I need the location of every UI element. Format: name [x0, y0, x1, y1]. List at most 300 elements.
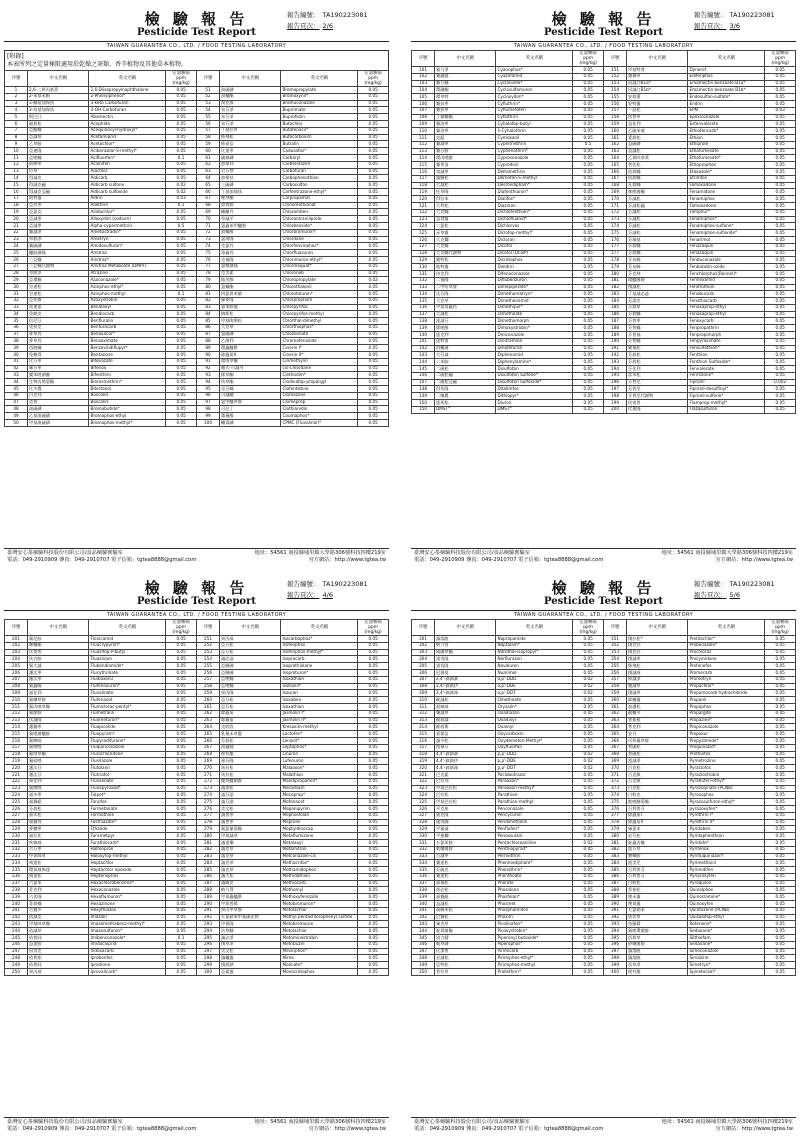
table-cell: Fenamiphos-sulfoxide* [688, 230, 765, 237]
table-cell: 210 [5, 697, 28, 704]
table-cell: 0.05 [166, 717, 197, 724]
table-cell: 111 [412, 134, 435, 141]
footer-company: 臺灣安心茶檢驗科技股份有限公司/食品檢驗實驗室 [414, 550, 530, 556]
table-cell: 克收欣 [220, 724, 281, 731]
table-cell: 0.05 [358, 697, 389, 704]
table-row [412, 284, 796, 291]
table-cell: 禾草靈 [435, 230, 496, 237]
table-cell: 0.05 [573, 860, 604, 867]
table-cell: Benzovindiflupyr* [89, 345, 166, 352]
table-cell: 0.05 [166, 649, 197, 656]
table-cell: Malathion [281, 771, 358, 778]
table-row [412, 683, 796, 690]
table-cell: Lenacil* [281, 737, 358, 744]
table-cell: 扶吉胺 [28, 656, 89, 663]
table-cell: 0.05 [573, 717, 604, 724]
table-cell: 0.05 [358, 134, 389, 141]
report-title-en: Pesticide Test Report [137, 27, 256, 38]
table-cell: 0.05 [166, 656, 197, 663]
table-cell: 0.05 [166, 93, 197, 100]
table-cell: 42 [5, 365, 28, 372]
table-cell: Ametryn [89, 236, 166, 243]
table-cell: 395 [603, 935, 626, 942]
table-cell: 滅蟻靈 [220, 955, 281, 962]
column-header: 定量極限 ppm (mg/kg) [358, 71, 389, 87]
table-cell: 0.05 [358, 642, 389, 649]
table-cell: Paclobutrazol [496, 771, 573, 778]
table-cell: Formetanate [89, 805, 166, 812]
table-cell: 222 [5, 778, 28, 785]
table-cell: 354 [603, 656, 626, 663]
table-cell: 87 [196, 331, 219, 338]
table-cell: Prothiofos [688, 751, 765, 758]
table-cell: 268 [196, 751, 219, 758]
table-cell: Spinetoram* [688, 969, 765, 976]
table-cell: 0.05 [166, 379, 197, 386]
table-cell: 異丙威 [28, 969, 89, 976]
table-cell: 0.05 [765, 880, 796, 887]
table-cell: 撲克拉 [627, 649, 688, 656]
table-cell: 免賴得 [28, 352, 89, 359]
table-row [412, 216, 796, 223]
table-cell: Fenhexamid [688, 277, 765, 284]
column-header: 序號 [412, 51, 435, 67]
table-cell: 231 [5, 839, 28, 846]
table-cell: Chlordane [281, 236, 358, 243]
table-cell: 6 [5, 120, 28, 127]
table-cell: 0.05 [765, 873, 796, 880]
table-cell: 135 [412, 298, 435, 305]
table-cell: o,p'-DDD [496, 676, 573, 683]
table-cell: Diuron [496, 400, 573, 407]
table-cell: 0.05 [358, 873, 389, 880]
report-meta [287, 10, 387, 32]
table-cell: 48 [5, 406, 28, 413]
table-cell: Linuron [281, 751, 358, 758]
table-cell: Pyroquilon [688, 880, 765, 887]
table-cell: 81 [196, 290, 219, 297]
table-cell: 草滅平 [220, 216, 281, 223]
table-cell: 165 [603, 162, 626, 169]
table-cell: 361 [603, 703, 626, 710]
table-cell: Dichlorvos [496, 223, 573, 230]
table-cell: Alloxydim (sodium) [89, 216, 166, 223]
table-cell: 賽滅淨 [28, 229, 89, 236]
table-cell: 4 [5, 107, 28, 114]
table-cell: 376 [603, 805, 626, 812]
table-cell: 2 [5, 93, 28, 100]
column-header: 中文名稱 [627, 620, 688, 636]
table-cell: 溴蟎酯 [220, 93, 281, 100]
table-cell: Bromophos-methyl* [89, 420, 166, 427]
table-cell: 0.05 [573, 663, 604, 670]
table-cell: 凡殺蟎 [627, 182, 688, 189]
table-cell: 33 [5, 304, 28, 311]
table-cell: 0.05 [573, 298, 604, 305]
table-cell: Difenoconazole [496, 270, 573, 277]
table-row [412, 338, 796, 345]
table-cell: 322 [412, 778, 435, 785]
table-cell: 334 [412, 860, 435, 867]
table-cell: Indoxacarb [89, 948, 166, 955]
table-row [412, 839, 796, 846]
table-cell: 0.05 [573, 270, 604, 277]
table-cell: 依普寧 [627, 114, 688, 121]
table-cell: 護賽寧 [28, 724, 89, 731]
table-cell: 氟喹唑 [28, 785, 89, 792]
table-cell: 184 [603, 298, 626, 305]
table-cell: 249 [5, 962, 28, 969]
footer-address: 地址：54561 南投縣埔里鎮大學路306號科技四樓219室 [254, 1119, 386, 1125]
report-number: TA190223081 [322, 11, 368, 19]
table-cell: Benalaxyl [89, 304, 166, 311]
table-cell: 14 [5, 175, 28, 182]
table-cell: 0.05 [573, 80, 604, 87]
table-cell: 284 [196, 860, 219, 867]
table-cell: 370 [603, 765, 626, 772]
table-cell: Amidosulfuron* [89, 243, 166, 250]
table-cell: 173 [603, 216, 626, 223]
table-cell: 290 [196, 901, 219, 908]
table-cell: 118 [412, 182, 435, 189]
table-cell: 0.05 [166, 846, 197, 853]
footer-right [662, 1119, 793, 1133]
table-cell: 321 [412, 771, 435, 778]
table-cell: 馬拉松 [220, 771, 281, 778]
table-cell: 329 [412, 826, 435, 833]
table-cell: 乙菌利 [220, 338, 281, 345]
table-cell: Diazinon [496, 202, 573, 209]
table-cell: 0.05 [765, 366, 796, 373]
table-cell: Cycloxydim* [496, 94, 573, 101]
table-cell: 272 [196, 778, 219, 785]
table-row [5, 297, 389, 304]
table-cell: 0.05 [573, 386, 604, 393]
table-cell: 0.05 [573, 168, 604, 175]
table-cell: Abamectin [89, 114, 166, 121]
table-cell: Bromuconazole [281, 100, 358, 107]
table-cell: 賓克隆 [435, 812, 496, 819]
table-row [5, 853, 389, 860]
table-cell: 0.05 [573, 744, 604, 751]
table-cell: Emamectin benzoate B1b* [688, 87, 765, 94]
table-cell: 異丙隆 [220, 690, 281, 697]
table-cell: 百克敏 [627, 778, 688, 785]
table-cell: 0.05 [166, 277, 197, 284]
table-cell: 145 [412, 366, 435, 373]
table-cell: 芬殺蟎 [627, 243, 688, 250]
table-cell: 依殺蟎 [627, 175, 688, 182]
table-cell: 0.05 [765, 812, 796, 819]
table-cell: 134 [412, 291, 435, 298]
table-row [412, 128, 796, 135]
table-cell: Etrimfos [688, 175, 765, 182]
table-cell: 152 [603, 73, 626, 80]
table-cell: 217 [5, 744, 28, 751]
table-cell: 0.05 [166, 853, 197, 860]
table-cell: 93 [196, 372, 219, 379]
table-cell: 0.02 [358, 277, 389, 284]
table-cell: Lufenuron [281, 758, 358, 765]
table-cell: 0.05 [573, 338, 604, 345]
table-cell: Methyl pentachlorophenyl sulfide [281, 914, 358, 921]
table-row [5, 270, 389, 277]
table-cell: 0.02 [573, 676, 604, 683]
table-cell: 殺線威 [435, 703, 496, 710]
table-cell: 0.05 [166, 114, 197, 121]
column-header: 英文名稱 [688, 620, 765, 636]
table-cell: 0.05 [358, 127, 389, 134]
table-cell: 362 [603, 710, 626, 717]
page-number-label: 報告頁次： [287, 591, 320, 599]
table-cell: DMST* [435, 406, 496, 413]
table-row [412, 935, 796, 942]
table-cell: 0.05 [765, 921, 796, 928]
table-row [5, 663, 389, 670]
table-cell: 必滅松 [435, 955, 496, 962]
table-cell: Jasmolin I* [281, 710, 358, 717]
table-cell: 滅芬諾 [220, 799, 281, 806]
table-cell: Heptachlor epoxide [89, 867, 166, 874]
table-cell: 0.05 [358, 778, 389, 785]
report-number: TA190223081 [322, 580, 368, 588]
table-cell: 二福隆 [435, 277, 496, 284]
page-number: 2/6 [322, 22, 333, 30]
table-cell: 芬瑞莫 [627, 236, 688, 243]
table-row [412, 778, 796, 785]
table-cell: 303 [412, 649, 435, 656]
table-cell: 可滅蹤 [220, 392, 281, 399]
column-header: 定量極限 ppm (mg/kg) [166, 71, 197, 87]
table-cell: 0.05 [765, 264, 796, 271]
table-cell: 0.05 [573, 812, 604, 819]
table-cell: Carbendazim [281, 161, 358, 168]
table-cell: 0.05 [573, 948, 604, 955]
table-cell: 0.05 [573, 393, 604, 400]
table-cell: 0.05 [358, 799, 389, 806]
table-cell: 192 [603, 352, 626, 359]
table-cell: 撲滅寧 [627, 656, 688, 663]
table-cell: 65 [196, 182, 219, 189]
table-cell: 賽扶寧 [435, 107, 496, 114]
table-cell: 201 [5, 636, 28, 643]
table-row [5, 161, 389, 168]
table-cell: Acequinocyl-hydroxyl* [89, 127, 166, 134]
table-cell: 299 [196, 962, 219, 969]
table-cell: 0.05 [765, 683, 796, 690]
table-row [5, 771, 389, 778]
table-cell: 巴克素 [435, 771, 496, 778]
table-cell: 安殺番 [627, 94, 688, 101]
table-row [412, 196, 796, 203]
table-cell: Carbosulfan [281, 182, 358, 189]
table-cell: 護汰寧 [28, 669, 89, 676]
table-cell: Acephate [89, 120, 166, 127]
table-cell: 福賽絕 [28, 799, 89, 806]
table-row [412, 270, 796, 277]
table-cell: 0.05 [765, 155, 796, 162]
table-cell: 0.05 [358, 182, 389, 189]
table-row [412, 175, 796, 182]
table-cell: Bentazone [89, 352, 166, 359]
table-cell: 0.05 [166, 819, 197, 826]
table-cell: 138 [412, 318, 435, 325]
table-cell: 73 [196, 236, 219, 243]
table-cell: 0.05 [166, 256, 197, 263]
table-cell: 毆殺滅 [435, 717, 496, 724]
table-cell: Bromopropylate [281, 87, 358, 94]
table-row [412, 955, 796, 962]
appendix-title: [附錄] [7, 53, 24, 60]
table-cell: 340 [412, 901, 435, 908]
table-cell: 0.05 [573, 196, 604, 203]
table-cell: Carbofuran [281, 168, 358, 175]
table-cell: 0.05 [166, 406, 197, 413]
table-cell: 337 [412, 880, 435, 887]
table-cell: 0.02 [573, 690, 604, 697]
table-cell: 265 [196, 731, 219, 738]
table-cell: 二甲吩草胺 [435, 284, 496, 291]
table-cell: 297 [196, 948, 219, 955]
report-number-label: 報告編號： [694, 580, 727, 588]
table-cell: 0.05 [166, 724, 197, 731]
table-cell: 0.05 [765, 100, 796, 107]
table-cell: 0.05 [573, 873, 604, 880]
table-cell: Cyproconazole [496, 155, 573, 162]
table-cell: Ethoprophos [688, 162, 765, 169]
table-row [5, 819, 389, 826]
table-cell: Pretilachlor* [688, 636, 765, 643]
table-cell: 228 [5, 819, 28, 826]
table-row [5, 406, 389, 413]
table-cell: 0.05 [765, 710, 796, 717]
table-cell: 草殺淨 [28, 236, 89, 243]
table-cell: 350 [412, 969, 435, 976]
table-cell: 243 [5, 921, 28, 928]
table-cell: 0.05 [765, 867, 796, 874]
table-cell: Fenchlorphos(Ronnel)* [688, 270, 765, 277]
table-cell: 0.05 [765, 311, 796, 318]
table-cell: 0.05 [573, 134, 604, 141]
table-cell: 0.05 [765, 853, 796, 860]
table-cell: Chlorpropham [281, 297, 358, 304]
table-row [5, 114, 389, 121]
table-cell: 0.05 [765, 121, 796, 128]
table-row [5, 134, 389, 141]
table-row [412, 277, 796, 284]
table-cell: 0.05 [765, 182, 796, 189]
table-cell: Probenazole* [688, 642, 765, 649]
table-cell: 52 [196, 93, 219, 100]
table-cell: 0.05 [166, 737, 197, 744]
table-cell: 82 [196, 297, 219, 304]
table-cell: Quinoclamine* [688, 894, 765, 901]
table-cell: 0.05 [166, 175, 197, 182]
table-cell: 0.05 [765, 805, 796, 812]
table-cell: 199 [603, 400, 626, 407]
table-cell: 亞速隆 [28, 148, 89, 155]
table-cell: 甲基陶斯松 [220, 318, 281, 325]
table-row [412, 669, 796, 676]
table-cell: Pyrazolynate (PCNB) [688, 785, 765, 792]
table-cell: 0.02 [166, 188, 197, 195]
table-cell: 0.05 [573, 724, 604, 731]
table-cell: 炔草酯 [220, 379, 281, 386]
table-cell: Dicofol [496, 243, 573, 250]
table-cell: 克氯丹 [220, 243, 281, 250]
table-cell: Emamectin benzoate B1a* [688, 80, 765, 87]
table-cell: 333 [412, 853, 435, 860]
table-cell: 0.05 [573, 291, 604, 298]
table-cell: Benzoximate [89, 338, 166, 345]
table-cell: 176 [603, 236, 626, 243]
table-cell: 異丙威 [220, 636, 281, 643]
table-cell: 0.05 [358, 386, 389, 393]
table-cell: 益達胺 [28, 941, 89, 948]
table-cell: 0.05 [573, 703, 604, 710]
table-cell: 乙氧呋草黃 [627, 155, 688, 162]
table-cell: 0.05 [358, 141, 389, 148]
table-cell: 0.05 [166, 792, 197, 799]
table-cell: 六伏隆 [28, 894, 89, 901]
table-cell: Formothion [89, 812, 166, 819]
table-row [412, 642, 796, 649]
table-cell: 白克松 [627, 765, 688, 772]
table-cell: 36 [5, 324, 28, 331]
table-cell: 0.05 [358, 785, 389, 792]
table-row [412, 812, 796, 819]
table-row [412, 352, 796, 359]
table-cell: 164 [603, 155, 626, 162]
table-row [412, 758, 796, 765]
table-cell: 356 [603, 669, 626, 676]
table-cell: 免扶克 [28, 324, 89, 331]
table-cell: Phenthoate [496, 873, 573, 880]
table-cell: 219 [5, 758, 28, 765]
table-cell: Piperophos* [496, 941, 573, 948]
table-cell: Azinphos-methyl [89, 290, 166, 297]
table-row [5, 127, 389, 134]
report-title-en: Pesticide Test Report [544, 596, 663, 607]
table-cell: 365 [603, 731, 626, 738]
table-cell: Propyzamide* [688, 737, 765, 744]
table-row [412, 155, 796, 162]
table-cell: 亞托敏 [28, 297, 89, 304]
table-cell: 0.05 [573, 325, 604, 332]
table-cell: Etoxazole* [688, 168, 765, 175]
table-cell: 0.05 [573, 359, 604, 366]
table-cell: 232 [5, 846, 28, 853]
table-cell: 0.05 [765, 731, 796, 738]
table-cell: Imidacloprid [89, 941, 166, 948]
page-number: 5/6 [729, 591, 740, 599]
table-cell: 0.05 [573, 209, 604, 216]
column-header: 中文名稱 [220, 71, 281, 87]
table-cell: 280 [196, 833, 219, 840]
table-row [5, 907, 389, 914]
table-cell: 0.05 [358, 724, 389, 731]
table-cell: 0.05 [765, 141, 796, 148]
table-cell: Promecarb [688, 669, 765, 676]
table-cell: 0.05 [573, 846, 604, 853]
table-cell: 二噻農 [435, 393, 496, 400]
table-cell: Dimethenamid [496, 298, 573, 305]
table-cell: 除蟲菊II [220, 352, 281, 359]
table-cell: 0.05 [166, 161, 197, 168]
table-cell: p,p'-DDT [496, 765, 573, 772]
table-cell: Fipronil [688, 379, 765, 386]
table-cell: 丁氟蟎酯 [435, 114, 496, 121]
